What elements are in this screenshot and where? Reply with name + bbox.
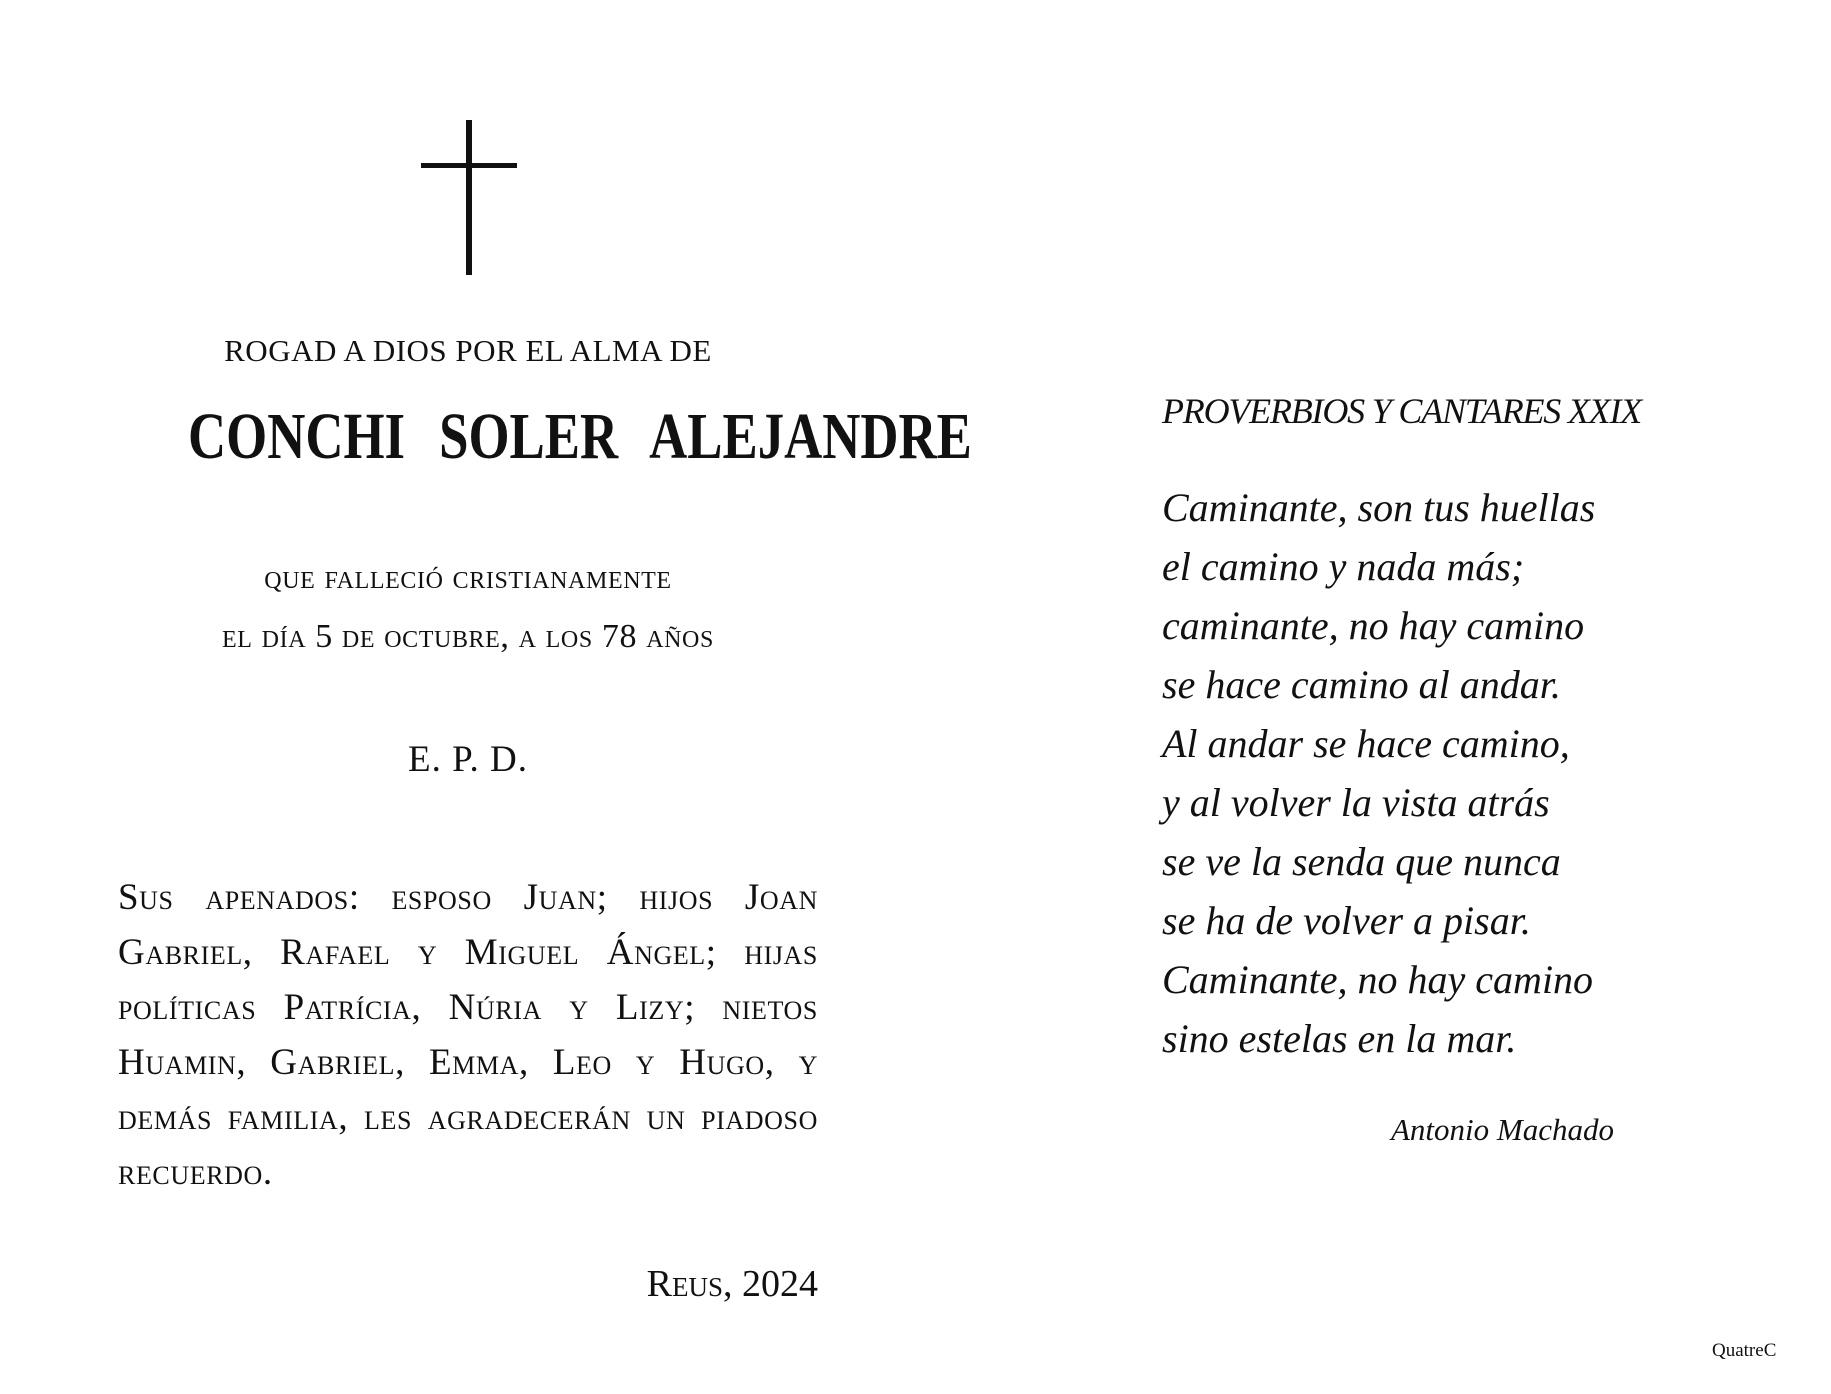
printer-mark: QuatreC bbox=[1712, 1340, 1777, 1361]
epd-abbreviation: E. P. D. bbox=[407, 739, 529, 780]
death-line-1: que falleció cristianamente bbox=[264, 559, 672, 596]
place: Reus bbox=[646, 1263, 723, 1305]
poem-line: sino estelas en la mar. bbox=[1162, 1016, 1517, 1061]
death-info bbox=[118, 548, 818, 666]
poem-line: Al andar se hace camino, bbox=[1162, 721, 1570, 766]
death-line-2: el día 5 de octubre, a los 78 años bbox=[222, 618, 714, 655]
poem-author: Antonio Machado bbox=[1391, 1112, 1614, 1147]
cross-vertical-bar bbox=[466, 120, 472, 275]
family-mourners-text: Sus apenados: esposo Juan; hijos Joan Gabriel, Rafael y Miguel Ángel; hijas políticas Patrícia, Núria y Lizy; nietos Huamin, Gabriel, Emma, Leo y Hugo, y demás familia, les agradecerán un piadoso recuerdo. bbox=[118, 877, 818, 1193]
prayer-line: ROGAD A DIOS POR EL ALMA DE bbox=[224, 333, 712, 368]
poem-line: el camino y nada más; bbox=[1162, 544, 1525, 589]
place-and-year bbox=[118, 1262, 818, 1306]
poem-line: caminante, no hay camino bbox=[1162, 603, 1585, 648]
poem-panel bbox=[1162, 0, 1782, 1394]
poem-line: se hace camino al andar. bbox=[1162, 662, 1561, 707]
poem-line: Caminante, son tus huellas bbox=[1162, 485, 1596, 530]
poem-line: y al volver la vista atrás bbox=[1162, 780, 1550, 825]
poem-line: se ve la senda que nunca bbox=[1162, 839, 1561, 884]
poem-line: Caminante, no hay camino bbox=[1162, 957, 1594, 1002]
year-separator: , bbox=[723, 1263, 742, 1305]
year: 2024 bbox=[742, 1263, 818, 1305]
cross-icon bbox=[118, 0, 818, 300]
obituary-panel bbox=[118, 0, 972, 1394]
poem-line: se ha de volver a pisar. bbox=[1162, 898, 1531, 943]
deceased-name: CONCHI SOLER ALEJANDRE bbox=[188, 400, 972, 473]
poem-verses bbox=[1162, 478, 1595, 1068]
cross-horizontal-bar bbox=[421, 163, 517, 168]
poem-title: PROVERBIOS Y CANTARES XXIX bbox=[1162, 391, 1642, 431]
